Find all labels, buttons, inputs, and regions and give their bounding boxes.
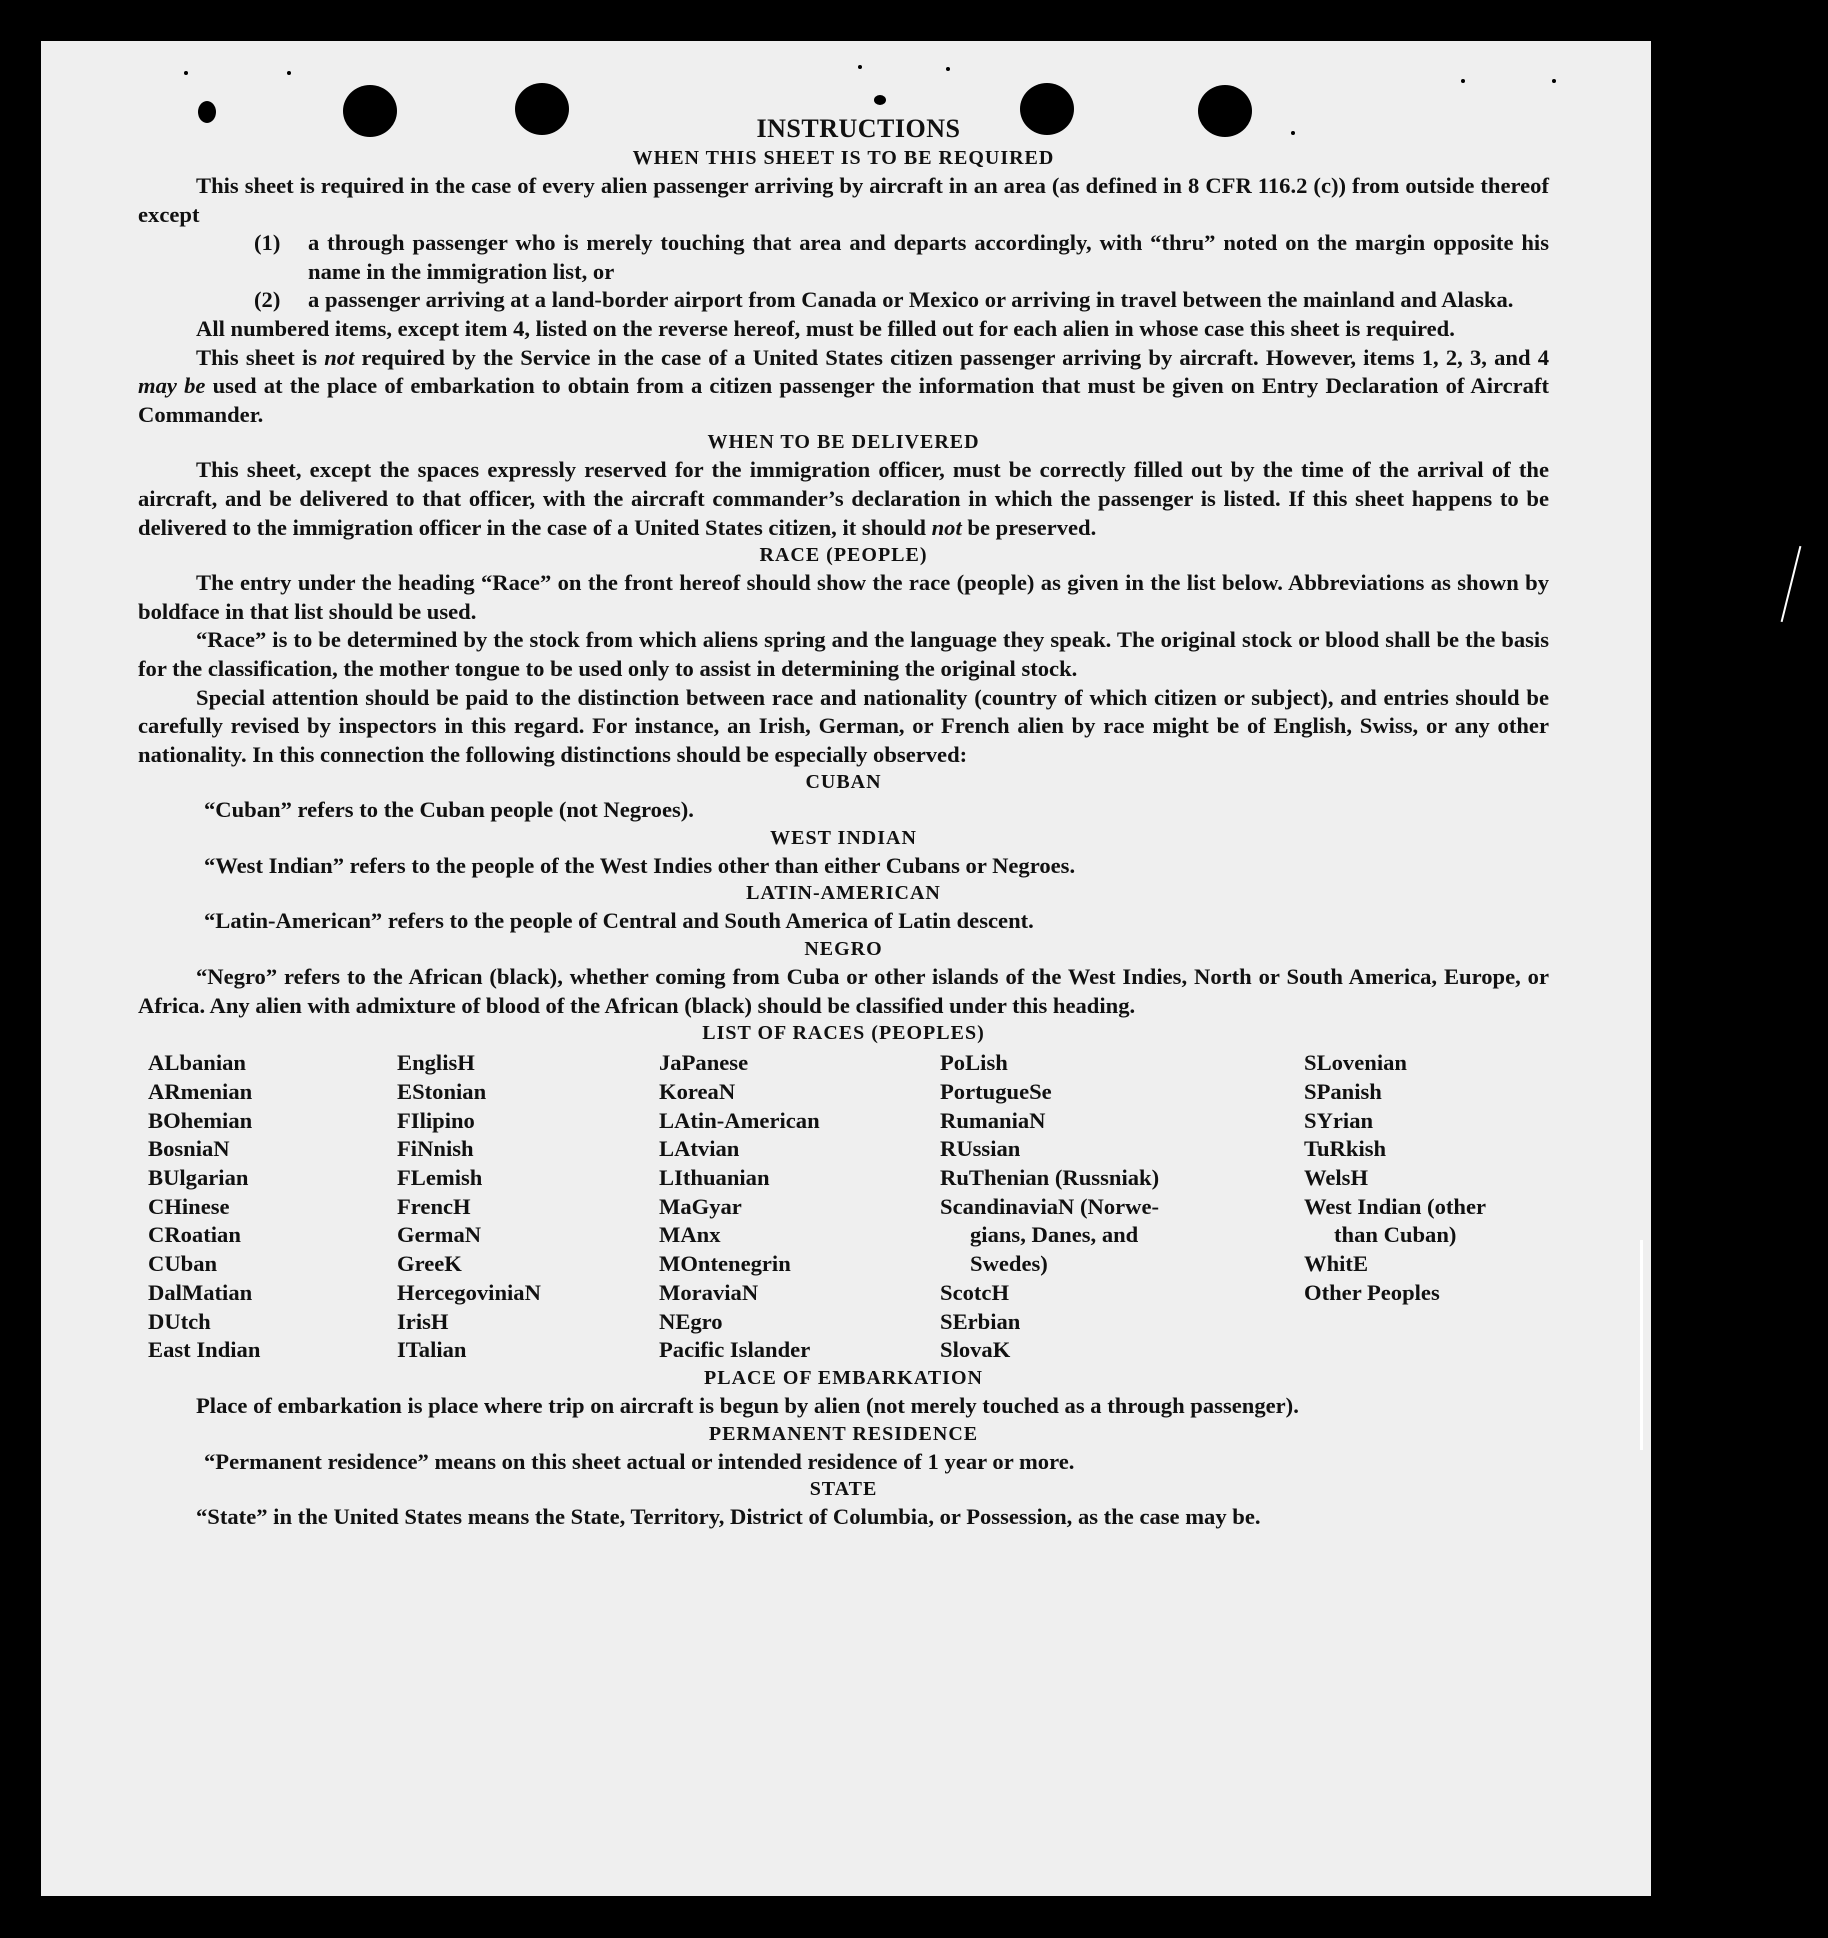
paragraph: Special attention should be paid to the distinction between race and nationality (country of which citizen or subject), and entries should be carefully revised by inspectors in this regard. For instance, an Irish, German, or French alien by race might be of English, Swiss, or any other nationality. In this connection the following distinctions should be especially observed: [138, 684, 1549, 767]
italic-text: may be [138, 373, 206, 399]
race-entry: LAtvian [659, 1136, 740, 1162]
race-entry: PoLish [940, 1050, 1008, 1076]
document-page [41, 41, 1651, 1896]
paragraph: “Negro” refers to the African (black), whether coming from Cuba or other islands of the West Indies, North or South America, Europe, or Africa. Any alien with admixture of blood of the African (black) should be classified under this heading. [138, 964, 1549, 1018]
race-entry: SLovenian [1304, 1050, 1407, 1076]
section-heading: CUBAN [805, 771, 882, 794]
section-heading: PERMANENT RESIDENCE [708, 1422, 979, 1445]
race-entry: PortugueSe [940, 1078, 1052, 1104]
paragraph: “Race” is to be determined by the stock from which aliens spring and the language they speak. The original stock or blood shall be the basis for the classification, the mother tongue to be used only to assist in determining the original stock. [138, 627, 1549, 681]
instructions-text [138, 113, 1549, 1532]
text-run: The entry under the heading “Race” on the front hereof should show the race (people) as given in the list below. Abbreviations as shown by [196, 570, 1549, 596]
race-entry: MaGyar [659, 1193, 742, 1219]
speck [874, 95, 886, 105]
race-entry: ITalian [397, 1337, 467, 1363]
text-run: This sheet, except the spaces expressly reserved for the immigration officer, must be correctly filled out by the time of the arrival of the aircraft, and be delivered to that officer, with the aircraft commander’s declaration in which the passenger is listed. If this sheet happens to be delivered to the immigration officer in the case of a United States citizen, it should [138, 457, 1549, 540]
scratch-mark [1781, 546, 1802, 622]
race-entry-continuation: than Cuban) [1334, 1222, 1457, 1248]
text-run: required by the Service in the case of a United States citizen passenger arriving by aircraft. However, items 1, 2, 3, and 4 [354, 344, 1549, 370]
paragraph: “State” in the United States means the State, Territory, District of Columbia, or Possession, as the case may be. [196, 1504, 1261, 1530]
italic-text: not [324, 344, 355, 370]
race-entry: FLemish [397, 1165, 483, 1191]
text-run: This sheet is [196, 344, 325, 370]
race-entry: MOntenegrin [659, 1251, 791, 1277]
races-column [148, 1049, 260, 1365]
race-entry: NEgro [659, 1308, 723, 1334]
speck [946, 67, 950, 71]
race-entry: EnglisH [397, 1050, 475, 1076]
speck [1552, 79, 1556, 83]
race-entry: ALbanian [148, 1050, 246, 1076]
race-entry: East Indian [148, 1337, 261, 1363]
paragraph [138, 569, 1549, 626]
item-number: (2) [254, 287, 281, 313]
race-entry: FIlipino [397, 1107, 475, 1133]
section-heading: WEST INDIAN [770, 826, 917, 849]
race-entry: IrisH [397, 1308, 449, 1334]
race-entry: Other Peoples [1304, 1279, 1440, 1305]
paragraph: Place of embarkation is place where trip on aircraft is begun by alien (not merely touched as a through passenger). [196, 1393, 1299, 1419]
race-entry: LAtin-American [659, 1107, 820, 1133]
races-column [940, 1049, 1224, 1365]
races-list [138, 1049, 1549, 1365]
speck [1461, 79, 1465, 83]
race-entry: RumaniaN [940, 1107, 1046, 1133]
race-entry: GreeK [397, 1251, 462, 1277]
race-entry: MAnx [659, 1222, 721, 1248]
race-entry: Pacific Islander [659, 1337, 811, 1363]
section-heading: RACE (PEOPLE) [759, 544, 928, 567]
race-entry: KoreaN [659, 1078, 736, 1104]
race-entry: GermaN [397, 1222, 482, 1248]
race-entry: SErbian [940, 1308, 1021, 1334]
race-entry: BUlgarian [148, 1165, 249, 1191]
race-entry: West Indian (other [1304, 1193, 1487, 1219]
item-text: a passenger arriving at a land-border airport from Canada or Mexico or arriving in travel between the mainland and Alaska. [308, 287, 1514, 313]
race-entry: FiNnish [397, 1136, 474, 1162]
text-run: used at the place of embarkation to obtain from a citizen passenger the information that must be given on Entry Declaration of Aircraft Commander. [138, 373, 1549, 427]
race-entry: HercegoviniaN [397, 1279, 541, 1305]
paragraph: “Permanent residence” means on this sheet actual or intended residence of 1 year or more. [204, 1448, 1075, 1474]
race-entry: CHinese [148, 1193, 230, 1219]
text-run: in that list should be used. [219, 598, 477, 624]
list-item [138, 229, 1549, 286]
race-entry: RuThenian (Russniak) [940, 1165, 1160, 1191]
paragraph [138, 456, 1549, 542]
race-entry: ScotcH [940, 1279, 1010, 1305]
section-heading: STATE [809, 1478, 878, 1501]
race-entry: MoraviaN [659, 1279, 759, 1305]
race-entry: DalMatian [148, 1279, 253, 1305]
item-number: (1) [254, 230, 281, 256]
paragraph: “Cuban” refers to the Cuban people (not Negroes). [204, 797, 694, 823]
race-entry: SlovaK [940, 1337, 1011, 1363]
paragraph: This sheet is required in the case of every alien passenger arriving by aircraft in an area (as defined in 8 CFR 116.2 (c)) from outside thereof except [138, 173, 1549, 227]
list-item [138, 286, 1549, 315]
page-title: INSTRUCTIONS [756, 114, 961, 143]
race-entry: RUssian [940, 1136, 1021, 1162]
paragraph: “West Indian” refers to the people of the West Indies other than either Cubans or Negroes. [204, 852, 1076, 878]
race-entry: DUtch [148, 1308, 211, 1334]
race-entry-continuation: Swedes) [970, 1251, 1048, 1277]
race-entry: LIthuanian [659, 1165, 770, 1191]
section-heading: PLACE OF EMBARKATION [704, 1367, 983, 1390]
speck [184, 71, 188, 75]
speck [858, 65, 862, 69]
item-text: a through passenger who is merely touching that area and departs accordingly, with “thru” noted on the margin opposite his name in the immigration list, or [308, 230, 1549, 284]
race-entry: JaPanese [659, 1050, 749, 1076]
races-column [397, 1049, 541, 1365]
paper-edge [1640, 1240, 1643, 1450]
section-heading: LATIN-AMERICAN [746, 882, 941, 905]
race-entry: WelsH [1304, 1165, 1369, 1191]
races-column [1304, 1049, 1559, 1307]
race-entry: WhitE [1304, 1251, 1369, 1277]
race-entry: ScandinaviaN (Norwe- [940, 1193, 1160, 1219]
section-heading: NEGRO [804, 938, 883, 961]
race-entry: BosniaN [148, 1136, 230, 1162]
race-entry: CUban [148, 1251, 218, 1277]
paragraph [138, 344, 1549, 430]
bold-text: boldface [138, 598, 220, 624]
speck [287, 71, 291, 75]
race-entry: SPanish [1304, 1078, 1382, 1104]
race-entry-continuation: gians, Danes, and [970, 1222, 1139, 1248]
race-entry: BOhemian [148, 1107, 253, 1133]
section-heading: WHEN THIS SHEET IS TO BE REQUIRED [632, 147, 1055, 169]
race-entry: SYrian [1304, 1107, 1374, 1133]
italic-text: not [931, 514, 962, 540]
text-run: be preserved. [961, 514, 1097, 540]
section-heading: WHEN TO BE DELIVERED [707, 431, 980, 454]
race-entry: EStonian [397, 1078, 487, 1104]
race-entry: FrencH [397, 1193, 471, 1219]
paragraph: “Latin-American” refers to the people of Central and South America of Latin descent. [204, 908, 1034, 934]
section-heading: LIST OF RACES (PEOPLES) [702, 1022, 985, 1045]
race-entry: CRoatian [148, 1222, 241, 1248]
race-entry: ARmenian [148, 1078, 253, 1104]
race-entry: TuRkish [1304, 1136, 1387, 1162]
paragraph: All numbered items, except item 4, listed on the reverse hereof, must be filled out for each alien in whose case this sheet is required. [196, 315, 1455, 341]
races-column [659, 1049, 820, 1365]
